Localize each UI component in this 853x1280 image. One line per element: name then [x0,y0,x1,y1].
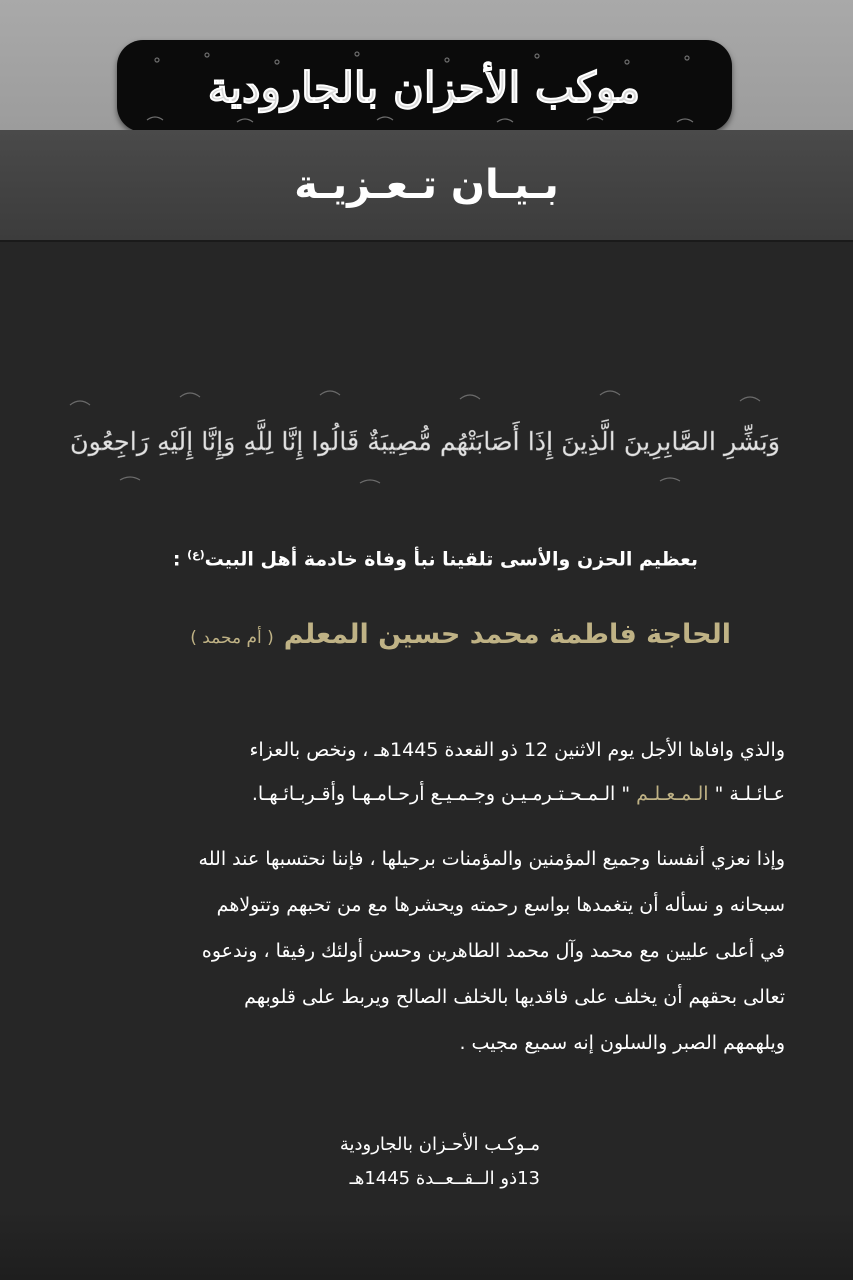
paragraph-1-line-2 [65,772,785,816]
quran-verse-calligraphy [60,375,790,495]
paragraph-2-line-5: ويلهمهم الصبر والسلون إنه سميع مجيب . [459,1032,785,1054]
title-band [0,130,853,242]
bottom-shade [0,1210,853,1280]
paragraph-1-line-1: والذي وافاها الأجل يوم الاثنين 12 ذو القعدة 1445هـ ، ونخص بالعزاء [249,739,785,761]
logo-text: موكب الأحزان بالجارودية [207,63,641,112]
intro-line [173,548,698,570]
paragraph-2 [65,836,785,1066]
intro-after: : [172,548,188,571]
deceased-name: الحاجة فاطمة محمد حسين المعلم [283,619,731,650]
family-name: الـمـعـلـم [636,783,709,805]
signature [340,1128,540,1196]
family-before: عـائـلـة " [708,783,785,805]
paragraph-2-line-2: سبحانه و نسأله أن يتغمدها بواسع رحمته ويحشرها مع من تحبهم وتتولاهم [216,894,785,916]
verse-text: وَبَشِّرِ الصَّابِرِينَ الَّذِينَ إِذَا أَصَابَتْهُم مُّصِيبَةٌ قَالُوا إِنَّا لِلَّهِ وَإِنَّا إِلَيْهِ رَاجِعُونَ [70,427,769,456]
intro-sup: (ع) [187,548,205,561]
paragraph-2-line-1: وإذا نعزي أنفسنا وجميع المؤمنين والمؤمنات برحيلها ، فإننا نحتسبها عند الله [198,848,785,870]
deceased-name-line [190,619,731,650]
paragraph-2-line-4: تعالى بحقهم أن يخلف على فاقديها بالخلف الصالح ويربط على قلوبهم [244,986,785,1008]
logo [117,40,732,132]
signature-date: 13ذو الــقــعــدة 1445هـ [349,1168,540,1189]
page-title: بـيـان تـعـزيـة [294,162,559,208]
signature-org: مـوكـب الأحـزان بالجارودية [339,1134,540,1155]
family-after: " الـمـحـتـرمـيـن وجـمـيـع أرحـامـهـا وأقـربـائـهـا. [251,783,637,805]
intro-bold: خادمة أهل البيت [204,548,358,571]
paragraph-2-line-3: في أعلى عليين مع محمد وآل محمد الطاهرين وحسن أولئك رفيقا ، وندعوه [201,940,785,962]
deceased-kunya: ( أم محمد ) [190,628,274,648]
paragraph-1 [65,728,785,816]
intro-before: بعظيم الحزن والأسى تلقينا نبأ وفاة [357,548,698,571]
